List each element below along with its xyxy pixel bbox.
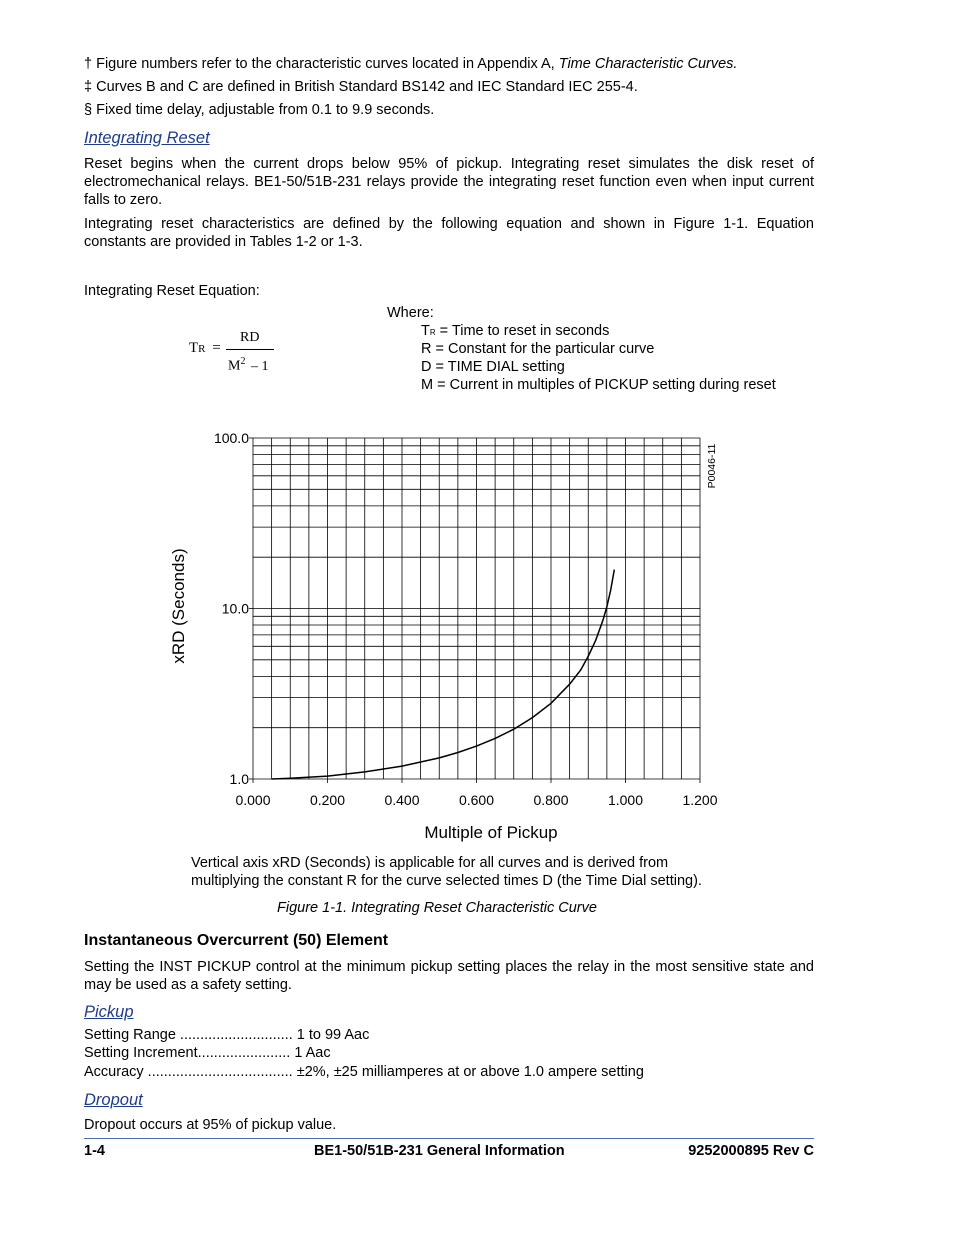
integrating-reset-para1: Reset begins when the current drops below 95% of pickup. Integrating reset simulates the disk reset of electromechanical relays. BE1-50/51B-231 relays provide the integrating reset function even when input current falls to zero. — [84, 156, 814, 208]
chart-watermark: P0046-11 — [706, 443, 718, 489]
footer-title: BE1-50/51B-231 General Information — [314, 1143, 565, 1159]
chart-x-tick-label: 0.000 — [235, 792, 271, 808]
equation-numerator: RD — [240, 330, 260, 345]
pickup-row-increment: Setting Increment....................... 1 Aac — [84, 1045, 331, 1061]
where-item-m: M = Current in multiples of PICKUP setting during reset — [421, 377, 776, 393]
where-item-d: D = TIME DIAL setting — [421, 359, 565, 375]
chart-x-tick-label: 0.400 — [384, 792, 420, 808]
chart-xlabel: Multiple of Pickup — [424, 823, 558, 842]
figure-note-line1: Vertical axis xRD (Seconds) is applicable for all curves and is derived from — [191, 855, 669, 871]
where-item-r: R = Constant for the particular curve — [421, 341, 655, 357]
chart-x-tick-label: 1.200 — [682, 792, 718, 808]
footer-doc-number: 9252000895 Rev C — [688, 1143, 814, 1159]
footnote-figure-numbers: † Figure numbers refer to the characteristic curves located in Appendix A, Time Characteristic Curves. — [84, 56, 738, 72]
where-item-tr: TR = Time to reset in seconds — [421, 323, 610, 339]
chart-ticks — [214, 430, 718, 808]
chart-x-tick-label: 0.200 — [309, 792, 346, 808]
dropout-text: Dropout occurs at 95% of pickup value. — [84, 1117, 337, 1133]
footnote-curves-bc: ‡ Curves B and C are defined in British Standard BS142 and IEC Standard IEC 255-4. — [84, 79, 638, 95]
pickup-row-accuracy: Accuracy .................................... ±2%, ±25 milliamperes at or above 1.0 ampere setting — [84, 1064, 644, 1080]
footnote-fixed-delay: § Fixed time delay, adjustable from 0.1 to 9.9 seconds. — [84, 102, 435, 118]
chart-x-tick-label: 1.000 — [607, 792, 644, 808]
equation-denominator: $M^2 - 1$ — [228, 356, 269, 374]
equation-label: Integrating Reset Equation: — [84, 283, 260, 299]
page-footer — [84, 1138, 814, 1159]
equation-lhs: TR = — [189, 340, 221, 356]
instantaneous-para: Setting the INST PICKUP control at the minimum pickup setting places the relay in the most sensitive state and may be used as a safety setting. — [84, 959, 814, 993]
dropout-heading: Dropout — [84, 1091, 143, 1109]
chart-x-tick-label: 0.800 — [533, 792, 569, 808]
figure-note-line2: multiplying the constant R for the curve selected times D (the Time Dial setting). — [191, 873, 702, 889]
instantaneous-heading: Instantaneous Overcurrent (50) Element — [84, 932, 389, 949]
footer-page-number: 1-4 — [84, 1143, 105, 1159]
integrating-reset-para2: Integrating reset characteristics are defined by the following equation and shown in Figure 1-1. Equation constants are provided in Tables 1-2 or 1-3. — [84, 216, 814, 250]
integrating-reset-heading: Integrating Reset — [84, 129, 210, 147]
chart-ylabel: xRD (Seconds) — [169, 548, 188, 664]
chart-y-tick-label: 1.0 — [229, 771, 249, 787]
pickup-heading: Pickup — [84, 1003, 134, 1021]
chart-y-tick-label: 100.0 — [213, 430, 249, 446]
figure-caption: Figure 1-1. Integrating Reset Characteristic Curve — [277, 900, 597, 916]
chart-grid — [253, 438, 700, 779]
chart-x-tick-label: 0.600 — [458, 792, 495, 808]
chart-series-line — [272, 570, 615, 779]
where-label: Where: — [387, 305, 434, 321]
chart-y-tick-label: 10.0 — [221, 600, 249, 617]
pickup-row-range: Setting Range ............................ 1 to 99 Aac — [84, 1027, 370, 1043]
